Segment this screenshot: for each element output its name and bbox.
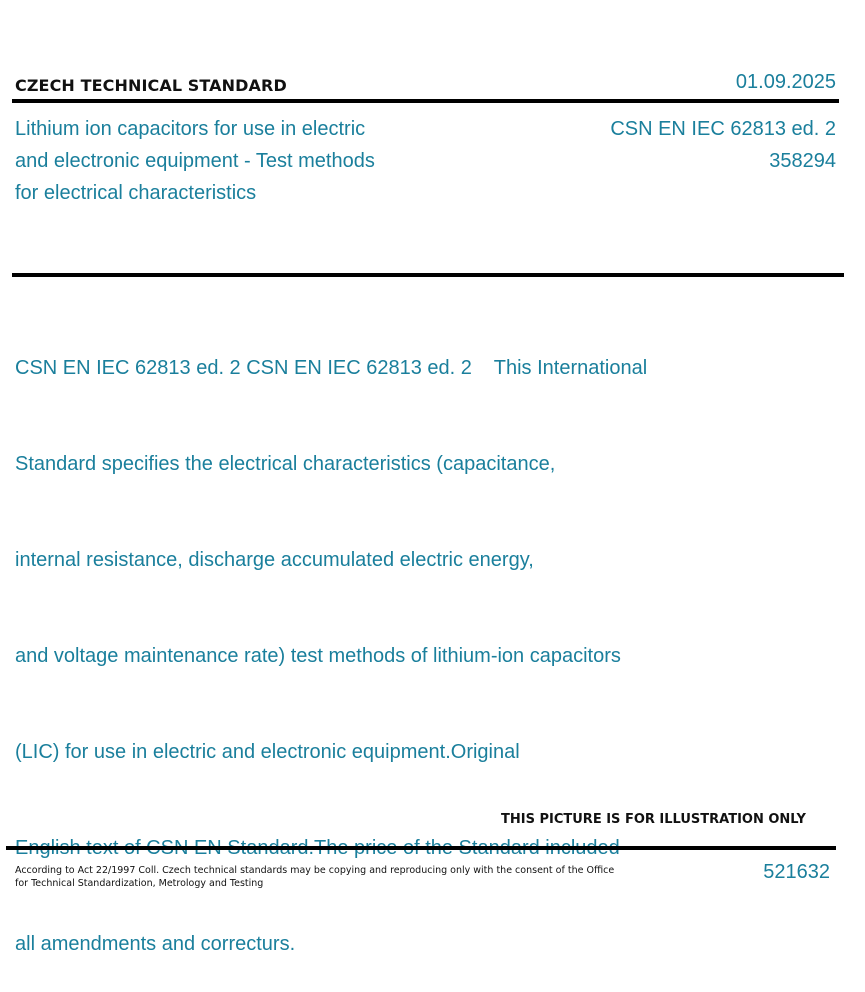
legal-notice	[15, 864, 615, 890]
document-title-line: and electronic equipment - Test methods	[15, 150, 375, 172]
middle-divider	[12, 273, 844, 277]
standard-type-heading: CZECH TECHNICAL STANDARD	[15, 76, 287, 95]
standard-designation: CSN EN IEC 62813 ed. 2	[610, 118, 836, 140]
document-title-line: Lithium ion capacitors for use in electric	[15, 118, 366, 140]
abstract-line: Standard specifies the electrical characteristics (capacitance,	[15, 453, 556, 475]
top-divider	[12, 99, 839, 103]
publication-date: 01.09.2025	[735, 71, 836, 93]
illustration-notice: THIS PICTURE IS FOR ILLUSTRATION ONLY	[501, 812, 806, 827]
footer-code: 521632	[763, 861, 830, 883]
abstract-line: all amendments and correcturs.	[15, 933, 296, 955]
catalog-number: 358294	[769, 150, 836, 172]
document-title-line: for electrical characteristics	[15, 182, 257, 204]
document-title	[15, 113, 435, 209]
abstract-line: and voltage maintenance rate) test methods of lithium-ion capacitors	[15, 645, 621, 667]
abstract-line: CSN EN IEC 62813 ed. 2 CSN EN IEC 62813 ed. 2 This International	[15, 357, 648, 379]
legal-notice-line: According to Act 22/1997 Coll. Czech technical standards may be copying and reproducing only with the consent of the Office	[15, 865, 615, 876]
abstract-line: internal resistance, discharge accumulated electric energy,	[15, 549, 534, 571]
document-identifiers	[610, 113, 836, 177]
abstract-line: (LIC) for use in electric and electronic equipment.Original	[15, 741, 520, 763]
bottom-divider	[6, 846, 836, 850]
legal-notice-line: for Technical Standardization, Metrology and Testing	[15, 878, 264, 889]
